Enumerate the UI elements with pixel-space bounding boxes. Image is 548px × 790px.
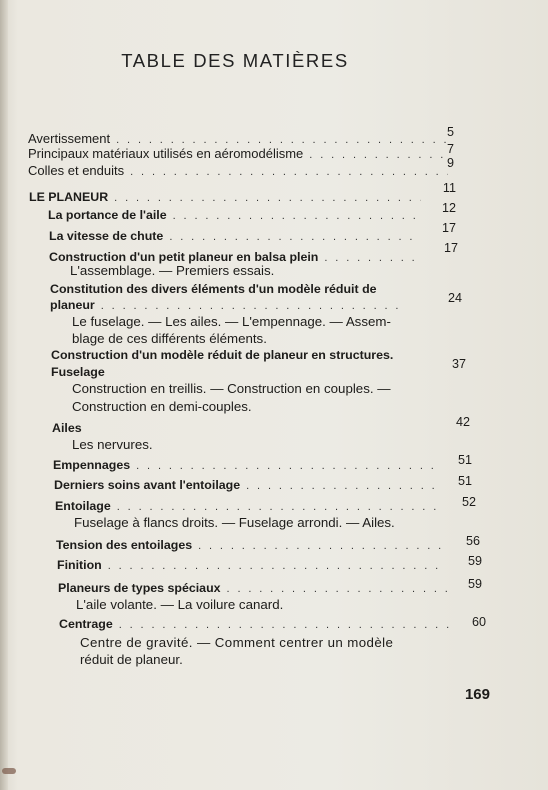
dot-leader bbox=[130, 164, 448, 181]
toc-entry-label: Derniers soins avant l'entoilage bbox=[54, 478, 241, 492]
toc-entry-label: Principaux matériaux utilisés en aéromodélisme bbox=[28, 146, 304, 161]
toc-page-number: 51 bbox=[457, 474, 472, 488]
book-spine-shadow bbox=[0, 0, 8, 790]
toc-page-number: 59 bbox=[467, 577, 482, 591]
toc-entry-label: Colles et enduits bbox=[28, 163, 125, 178]
dot-leader bbox=[169, 229, 421, 246]
toc-section-le-planeur bbox=[29, 189, 421, 206]
toc-entry-vitesse bbox=[49, 228, 421, 245]
dot-leader bbox=[136, 458, 437, 475]
dot-leader bbox=[173, 208, 420, 225]
dot-leader bbox=[198, 538, 444, 555]
toc-page-number: 59 bbox=[467, 554, 482, 568]
toc-subentry: Construction en treillis. — Construction en couples. — bbox=[72, 381, 391, 396]
toc-page-number: 60 bbox=[471, 615, 486, 629]
toc-entry-label: Construction d'un modèle réduit de planeur en structures. bbox=[51, 348, 394, 362]
toc-entry-label: Finition bbox=[57, 558, 102, 572]
toc-page-number: 37 bbox=[451, 357, 466, 371]
toc-section-label: LE PLANEUR bbox=[29, 190, 109, 204]
toc-page-number: 52 bbox=[461, 495, 476, 509]
dot-leader bbox=[114, 190, 421, 207]
toc-entry-label: La vitesse de chute bbox=[49, 229, 164, 243]
toc-page-number: 7 bbox=[446, 142, 454, 156]
dot-leader bbox=[119, 617, 449, 634]
toc-subentry: Les nervures. bbox=[72, 437, 153, 452]
toc-entry-label: Fuselage bbox=[51, 365, 105, 379]
toc-subentry: L'aile volante. — La voilure canard. bbox=[76, 597, 284, 612]
toc-entry-label: Entoilage bbox=[55, 499, 111, 513]
toc-entry-types-speciaux bbox=[58, 580, 448, 597]
dot-leader bbox=[108, 558, 445, 575]
toc-entry-structures bbox=[51, 347, 441, 364]
toc-entry-label: Ailes bbox=[52, 421, 82, 435]
toc-entry-ailes bbox=[52, 420, 432, 437]
toc-entry-label: Centrage bbox=[59, 617, 113, 631]
toc-entry-empennages bbox=[53, 457, 437, 474]
dot-leader bbox=[246, 478, 438, 495]
toc-entry-derniers-soins bbox=[54, 477, 438, 494]
toc-entry-colles bbox=[28, 162, 448, 179]
toc-page-number: 51 bbox=[457, 453, 472, 467]
toc-page-number: 42 bbox=[455, 415, 470, 429]
toc-entry-constitution-line2 bbox=[50, 297, 406, 314]
toc-subentry: réduit de planeur. bbox=[80, 652, 183, 667]
toc-subentry: blage de ces différents éléments. bbox=[72, 331, 267, 346]
dot-leader bbox=[324, 250, 421, 267]
toc-page-number: 9 bbox=[446, 156, 454, 170]
toc-entry-materiaux bbox=[28, 145, 448, 162]
toc-subentry: L'assemblage. — Premiers essais. bbox=[70, 263, 275, 278]
toc-subentry: Construction en demi-couples. bbox=[72, 399, 252, 414]
toc-entry-constitution bbox=[50, 281, 430, 298]
toc-entry-tension bbox=[56, 537, 444, 554]
toc-entry-structures-line2 bbox=[51, 364, 171, 381]
toc-entry-label: planeur bbox=[50, 298, 95, 312]
page-title: TABLE DES MATIÈRES bbox=[121, 50, 349, 71]
toc-subentry: Fuselage à flancs droits. — Fuselage arrondi. — Ailes. bbox=[74, 515, 395, 530]
toc-page-number: 11 bbox=[442, 181, 456, 195]
toc-entry-portance bbox=[48, 207, 420, 224]
toc-page-number: 5 bbox=[446, 125, 454, 139]
toc-entry-label: La portance de l'aile bbox=[48, 208, 167, 222]
toc-entry-entoilage bbox=[55, 498, 439, 515]
toc-entry-label: Constitution des divers éléments d'un modèle réduit de bbox=[50, 282, 377, 296]
toc-subentry: Centre de gravité. — Comment centrer un modèle bbox=[80, 635, 394, 650]
toc-page-number: 17 bbox=[441, 221, 456, 235]
toc-subentry: Le fuselage. — Les ailes. — L'empennage. — Assem- bbox=[72, 314, 391, 329]
toc-page-number: 24 bbox=[447, 291, 462, 305]
toc-page-number: 12 bbox=[441, 201, 456, 215]
toc-entry-label: Empennages bbox=[53, 458, 131, 472]
toc-entry-label: Avertissement bbox=[28, 131, 111, 146]
toc-entry-centrage bbox=[59, 616, 449, 633]
toc-page-number: 17 bbox=[443, 241, 458, 255]
toc-entry-label: Planeurs de types spéciaux bbox=[58, 581, 221, 595]
page-folio-number: 169 bbox=[464, 686, 490, 703]
toc-page-number: 56 bbox=[465, 534, 480, 548]
toc-entry-label: Tension des entoilages bbox=[56, 538, 193, 552]
toc-entry-label: Construction d'un petit planeur en balsa plein bbox=[49, 250, 319, 264]
page-corner-mark bbox=[2, 768, 16, 774]
toc-entry-finition bbox=[57, 557, 445, 574]
